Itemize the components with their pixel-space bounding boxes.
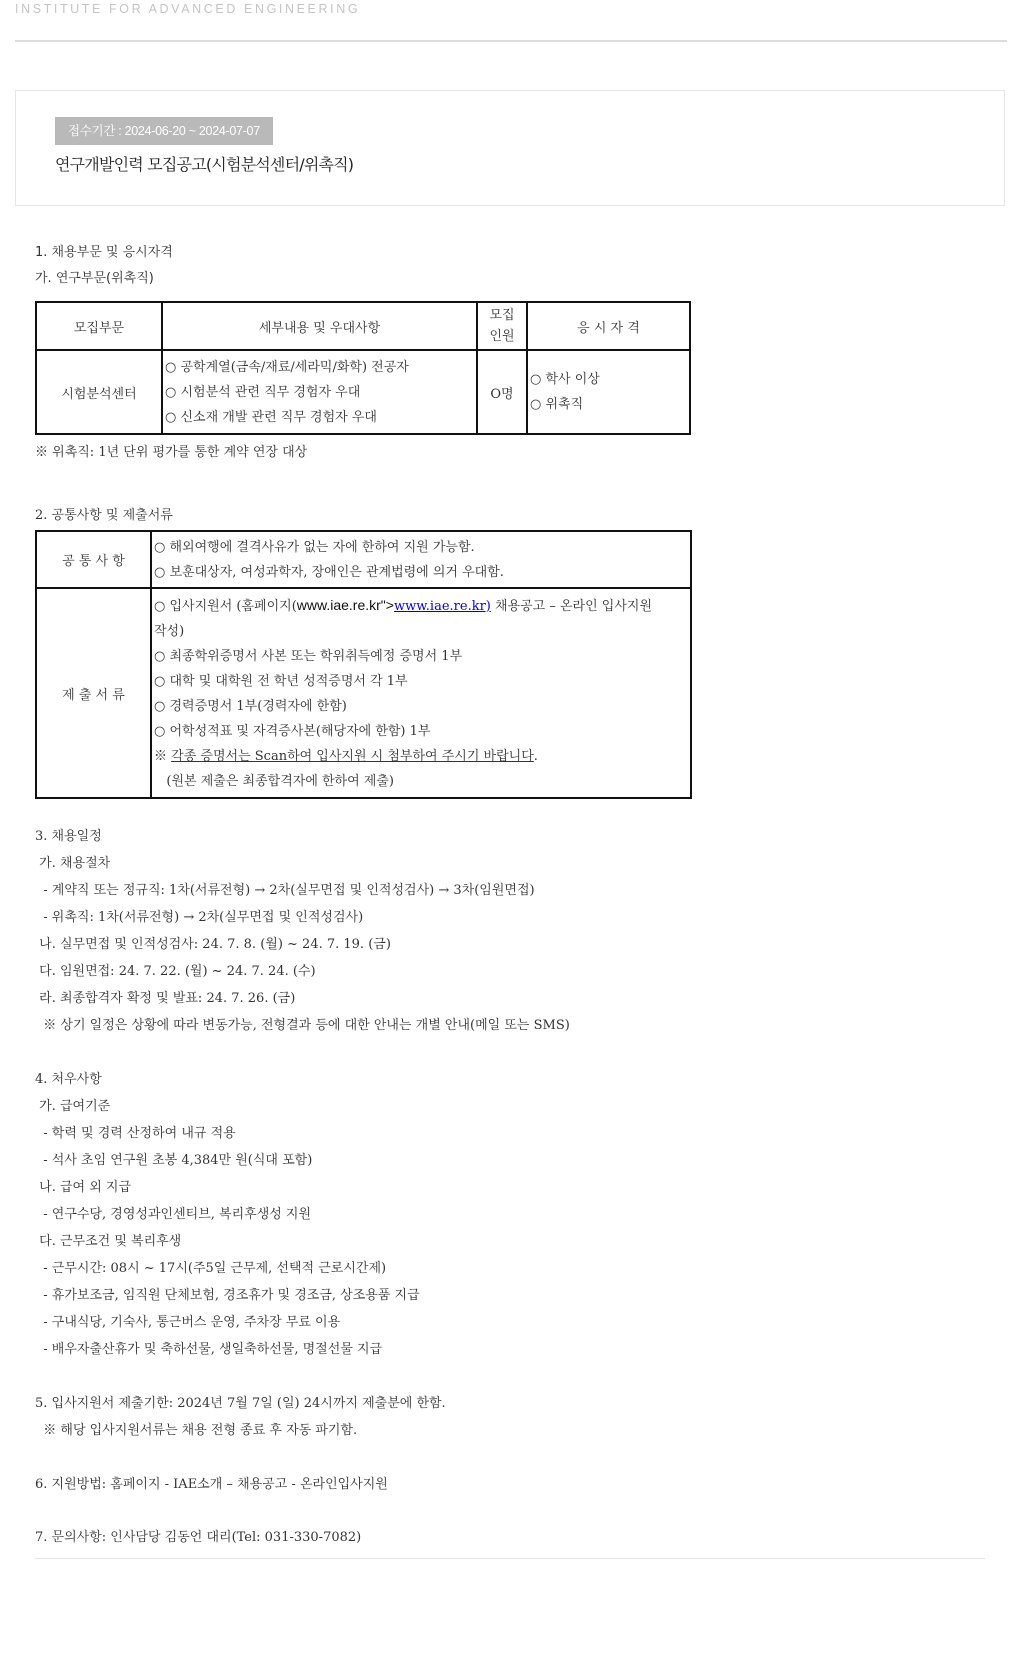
doc-item: ○ 경력증명서 1부(경력자에 한함) <box>154 698 347 714</box>
site-header <box>15 0 1007 42</box>
col-header-qualification: 응 시 자 격 <box>527 302 690 350</box>
doc-item: ○ 어학성적표 및 자격증사본(해당자에 한함) 1부 <box>154 723 431 739</box>
col-header-count-line2: 인원 <box>489 329 515 344</box>
section7-heading: 7. 문의사항: 인사담당 김동언 대리(Tel: 031-330-7082) <box>35 1530 362 1545</box>
col-header-count-line1: 모집 <box>489 308 515 323</box>
benefit-line: 가. 급여기준 <box>35 1099 111 1114</box>
col-header-dept: 모집부문 <box>36 302 162 350</box>
benefit-line: - 학력 및 경력 산정하여 내규 적용 <box>35 1126 236 1141</box>
doc-note-end: . <box>533 748 538 764</box>
benefit-line: 다. 근무조건 및 복리후생 <box>35 1234 182 1249</box>
schedule-line: - 계약직 또는 정규직: 1차(서류전형) → 2차(실무면접 및 인적성검사) → 3차(임원면접) <box>35 883 535 898</box>
section1-note: ※ 위촉직: 1년 단위 평가를 통한 계약 연장 대상 <box>35 445 308 460</box>
common-label: 공 통 사 항 <box>36 531 151 588</box>
doc-note-mark: ※ <box>154 748 172 764</box>
content-bottom-divider <box>35 1558 985 1559</box>
benefit-line: - 배우자출산휴가 및 축하선물, 생일축하선물, 명절선물 지급 <box>35 1342 383 1357</box>
benefit-line: - 석사 초임 연구원 초봉 4,384만 원(식대 포함) <box>35 1153 313 1168</box>
doc-item-prefix: ○ 입사지원서 (홈페이지( <box>154 598 297 614</box>
doc-item: ○ 대학 및 대학원 전 학년 성적증명서 각 1부 <box>154 673 408 689</box>
doc-note-original: (원본 제출은 최종합격자에 한하여 제출) <box>154 773 394 789</box>
homepage-link[interactable]: www.iae.re.kr) <box>393 598 491 614</box>
benefit-line: - 휴가보조금, 임직원 단체보험, 경조휴가 및 경조금, 상조용품 지급 <box>35 1288 420 1303</box>
docs-items-cell <box>151 588 691 798</box>
cell-dept: 시험분석센터 <box>36 350 162 434</box>
detail-item: ○ 신소재 개발 관련 직무 경험자 우대 <box>165 409 377 425</box>
benefit-line: - 구내식당, 기숙사, 통근버스 운영, 주차장 무료 이용 <box>35 1315 341 1330</box>
notice-header-box <box>15 90 1005 206</box>
doc-item-cont: 작성) <box>154 623 185 639</box>
schedule-line: - 위촉직: 1차(서류전형) → 2차(실무면접 및 인적성검사) <box>35 910 364 925</box>
section5-heading: 5. 입사지원서 제출기한: 2024년 7월 7일 (일) 24시까지 제출분에 한함. <box>35 1396 446 1411</box>
qualification-item: ○ 위촉직 <box>530 397 584 412</box>
schedule-line: 라. 최종합격자 확정 및 발표: 24. 7. 26. (금) <box>35 991 296 1006</box>
section6-heading: 6. 지원방법: 홈페이지 - IAE소개 – 채용공고 - 온라인입사지원 <box>35 1477 388 1492</box>
col-header-count <box>477 302 527 350</box>
section1-sub: 가. 연구부문(위촉직) <box>35 271 154 286</box>
section3-heading: 3. 채용일정 <box>35 829 102 844</box>
common-item: ○ 해외여행에 결격사유가 없는 자에 한하여 지원 가능함. <box>154 539 475 555</box>
doc-item-suffix: 채용공고 – 온라인 입사지원 <box>490 598 653 614</box>
doc-note-underlined: 각종 증명서는 Scan하여 입사지원 시 첨부하여 주시기 바랍니다 <box>171 748 534 764</box>
docs-label: 제 출 서 류 <box>36 588 151 798</box>
schedule-line: 가. 채용절차 <box>35 856 111 871</box>
notice-title: 연구개발인력 모집공고(시험분석센터/위촉직) <box>55 155 354 174</box>
site-name[interactable]: INSTITUTE FOR ADVANCED ENGINEERING <box>15 2 361 16</box>
cell-count: O명 <box>477 350 527 434</box>
application-period-badge: 접수기간 : 2024-06-20 ~ 2024-07-07 <box>55 117 273 145</box>
section5-note: ※ 해당 입사지원서류는 채용 전형 종료 후 자동 파기함. <box>35 1423 358 1438</box>
benefit-line: 나. 급여 외 지급 <box>35 1180 132 1195</box>
schedule-line: 다. 임원면접: 24. 7. 22. (월) ~ 24. 7. 24. (수) <box>35 964 316 979</box>
cell-details <box>162 350 477 434</box>
section2-heading: 2. 공통사항 및 제출서류 <box>35 508 173 523</box>
common-item: ○ 보훈대상자, 여성과학자, 장애인은 관계법령에 의거 우대함. <box>154 564 504 580</box>
homepage-url-text: www.iae.re.kr"> <box>296 596 394 613</box>
schedule-note: ※ 상기 일정은 상황에 따라 변동가능, 전형결과 등에 대한 안내는 개별 안내(메일 또는 SMS) <box>35 1018 570 1033</box>
recruit-table <box>35 301 691 435</box>
col-header-details: 세부내용 및 우대사항 <box>162 302 477 350</box>
detail-item: ○ 공학계열(금속/재료/세라믹/화학) 전공자 <box>165 359 409 375</box>
doc-item-application <box>152 593 690 619</box>
section1-heading: 1. 채용부문 및 응시자격 <box>35 245 173 260</box>
common-items-cell <box>151 531 691 588</box>
benefit-line: - 연구수당, 경영성과인센티브, 복리후생성 지원 <box>35 1207 312 1222</box>
qualification-item: ○ 학사 이상 <box>530 372 600 387</box>
doc-item: ○ 최종학위증명서 사본 또는 학위취득예정 증명서 1부 <box>154 648 463 664</box>
common-docs-table <box>35 530 692 799</box>
cell-qualifications <box>527 350 690 434</box>
benefit-line: - 근무시간: 08시 ~ 17시(주5일 근무제, 선택적 근로시간제) <box>35 1261 387 1276</box>
schedule-line: 나. 실무면접 및 인적성검사: 24. 7. 8. (월) ~ 24. 7. 19. (금) <box>35 937 391 952</box>
section4-heading: 4. 처우사항 <box>35 1072 102 1087</box>
detail-item: ○ 시험분석 관련 직무 경험자 우대 <box>165 384 361 400</box>
doc-note <box>152 744 690 769</box>
